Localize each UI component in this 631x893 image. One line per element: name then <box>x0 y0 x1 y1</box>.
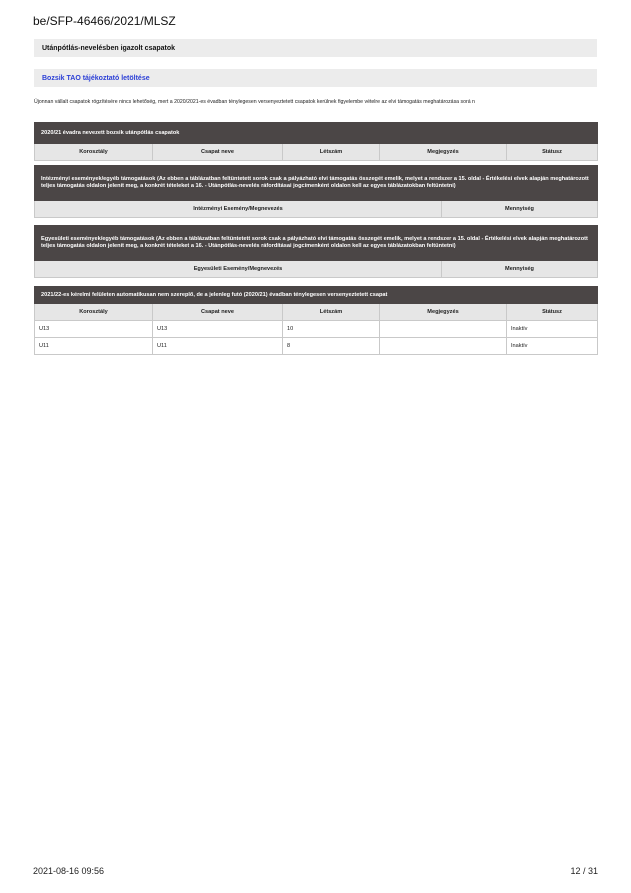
download-link[interactable]: Bozsik TAO tájékoztató letöltése <box>42 74 150 82</box>
age-group-cell: U11 <box>35 338 153 355</box>
column-header: Megjegyzés <box>380 144 507 161</box>
headcount-cell: 8 <box>283 338 380 355</box>
additional-teams-table <box>34 286 598 355</box>
column-header: Létszám <box>283 144 380 161</box>
table-title: Intézményi események/egyéb támogatások (Az ebben a táblázatban feltüntetett sorok csak a pályázható elvi támogatás összegét emelik, melyet a rendszer a 15. oldal - Értékelési elvek alapján meghatározott teljes támogatás oldalon jelenít meg, a konkrét tételeket a 16. - Utánpótlás-nevelés ráfordításai jogcímenként oldalon kell az egyes táblázatokban feltüntetni) <box>35 166 598 201</box>
age-group-cell: U13 <box>35 321 153 338</box>
table-title: Egyesületi események/egyéb támogatások (Az ebben a táblázatban feltüntetett sorok csak a pályázható elvi támogatás összegét emelik, melyet a rendszer a 15. oldal - Értékelési elvek alapján meghatározott teljes támogatás oldalon jelenít meg, a konkrét tételeket a 16. - Utánpótlás-nevelés ráfordításai jogcímenként oldalon kell az egyes táblázatokban feltüntetni) <box>35 226 598 261</box>
column-header: Korosztály <box>35 304 153 321</box>
column-header: Státusz <box>507 144 598 161</box>
footer-page-number: 12 / 31 <box>570 866 598 876</box>
note-cell <box>380 321 507 338</box>
section-title: Utánpótlás-nevelésben igazolt csapatok <box>42 44 176 52</box>
institutional-events-table <box>34 165 598 218</box>
column-header: Státusz <box>507 304 598 321</box>
column-header: Csapat neve <box>153 304 283 321</box>
download-link-bar <box>34 69 597 87</box>
document-id: be/SFP-46466/2021/MLSZ <box>33 14 176 28</box>
club-events-table <box>34 225 598 278</box>
column-header: Létszám <box>283 304 380 321</box>
table-row <box>35 321 598 338</box>
column-header: Mennyiség <box>442 261 598 278</box>
column-header: Megjegyzés <box>380 304 507 321</box>
column-header: Csapat neve <box>153 144 283 161</box>
status-cell: Inaktív <box>507 338 598 355</box>
table-row <box>35 338 598 355</box>
team-name-cell: U11 <box>153 338 283 355</box>
table-title: 2020/21 évadra nevezett bozsik utánpótlás csapatok <box>35 123 598 144</box>
status-cell: Inaktív <box>507 321 598 338</box>
info-note: Újonnan vállalt csapatok rögzítésére nincs lehetőség, mert a 2020/2021-es évadban ténylegesen versenyeztetett csapatok kerülnek figyelembe vételre az elvi támogatás meghatározása sorá n <box>34 99 475 105</box>
headcount-cell: 10 <box>283 321 380 338</box>
column-header: Korosztály <box>35 144 153 161</box>
team-name-cell: U13 <box>153 321 283 338</box>
bozsik-teams-table <box>34 122 598 161</box>
section-title-bar <box>34 39 597 57</box>
note-cell <box>380 338 507 355</box>
footer-timestamp: 2021-08-16 09:56 <box>33 866 105 876</box>
column-header: Mennyiség <box>442 201 598 218</box>
column-header: Intézményi Esemény/Megnevezés <box>35 201 442 218</box>
column-header: Egyesületi Esemény/Megnevezés <box>35 261 442 278</box>
table-title: 2021/22-es kérelmi felületen automatikusan nem szereplő, de a jelenleg futó (2020/21) évadban ténylegesen versenyeztetett csapat <box>35 287 598 304</box>
